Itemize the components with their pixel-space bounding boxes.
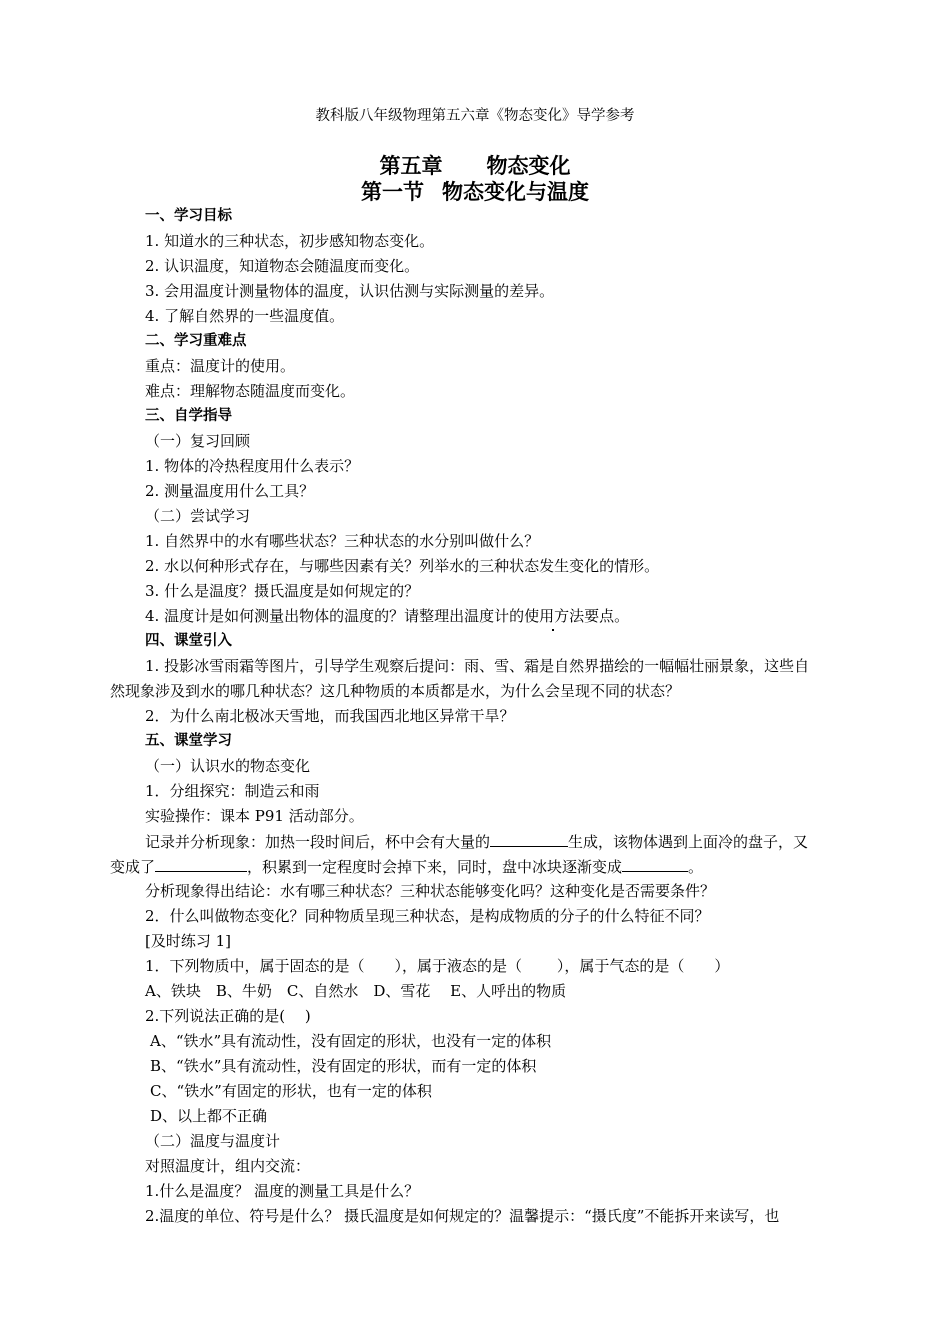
exercise-option: A、“铁水”具有流动性，没有固定的形状，也没有一定的体积 bbox=[150, 1032, 552, 1050]
stray-dot bbox=[552, 629, 554, 631]
chapter-number: 第五章 bbox=[379, 154, 443, 178]
experiment-operation: 实验操作：课本 P91 活动部分。 bbox=[145, 807, 364, 825]
intro-paragraph-line: 1. 投影冰雪雨霜等图片，引导学生观察后提问：雨、雪、霜是自然界描绘的一幅幅壮丽景象，这些自 bbox=[145, 657, 810, 675]
subheading-water-states: （一）认识水的物态变化 bbox=[145, 757, 311, 775]
inquiry-title: 1．分组探究：制造云和雨 bbox=[145, 782, 320, 800]
question: 2．什么叫做物态变化？同种物质呈现三种状态，是构成物质的分子的什么特征不同？ bbox=[145, 907, 710, 925]
goal-item: 1. 知道水的三种状态，初步感知物态变化。 bbox=[145, 232, 435, 250]
document-title: 教科版八年级物理第五六章《物态变化》导学参考 bbox=[315, 108, 635, 124]
exercise-question: 2.下列说法正确的是( ) bbox=[145, 1007, 311, 1025]
review-question: 2. 测量温度用什么工具？ bbox=[145, 482, 315, 500]
discussion-intro: 对照温度计，组内交流： bbox=[145, 1157, 311, 1175]
try-question: 1. 自然界中的水有哪些状态？三种状态的水分别叫做什么？ bbox=[145, 532, 540, 550]
record-text: 生成，该物体遇到上面冷的盘子，又 bbox=[568, 833, 809, 851]
record-text: 记录并分析现象：加热一段时间后，杯中会有大量的 bbox=[145, 833, 491, 851]
key-point: 重点：温度计的使用。 bbox=[145, 357, 296, 375]
chapter-title bbox=[0, 153, 950, 179]
goal-item: 2. 认识温度，知道物态会随温度而变化。 bbox=[145, 257, 420, 275]
try-question: 3. 什么是温度？摄氏温度是如何规定的？ bbox=[145, 582, 420, 600]
try-question: 2. 水以何种形式存在，与哪些因素有关？列举水的三种状态发生变化的情形。 bbox=[145, 557, 660, 575]
heading-key-points: 二、学习重难点 bbox=[145, 333, 247, 349]
section-title bbox=[0, 179, 950, 205]
goal-item: 4. 了解自然界的一些温度值。 bbox=[145, 307, 345, 325]
subheading-thermometer: （二）温度与温度计 bbox=[145, 1132, 281, 1150]
practice-label: [及时练习 1] bbox=[145, 932, 232, 950]
fill-blank[interactable] bbox=[490, 831, 568, 847]
heading-class-study: 五、课堂学习 bbox=[145, 733, 232, 749]
difficult-point: 难点：理解物态随温度而变化。 bbox=[145, 382, 356, 400]
record-text: 变成了 bbox=[110, 858, 156, 876]
exercise-option: C、“铁水”有固定的形状，也有一定的体积 bbox=[150, 1082, 432, 1100]
discussion-question: 2.温度的单位、符号是什么？ 摄氏温度是如何规定的？温馨提示：“摄氏度”不能拆开来读写，也 bbox=[145, 1207, 780, 1225]
exercise-option: D、以上都不正确 bbox=[150, 1107, 268, 1125]
record-text: ，积累到一定程度时会掉下来，同时，盘中冰块逐渐变成 bbox=[247, 858, 623, 876]
exercise-option: B、“铁水”具有流动性，没有固定的形状，而有一定的体积 bbox=[150, 1057, 537, 1075]
section-name: 物态变化与温度 bbox=[442, 180, 589, 204]
discussion-question: 1.什么是温度？ 温度的测量工具是什么？ bbox=[145, 1182, 420, 1200]
record-text: 。 bbox=[688, 858, 704, 876]
record-line-2 bbox=[110, 856, 703, 877]
heading-intro: 四、课堂引入 bbox=[145, 633, 232, 649]
fill-blank[interactable] bbox=[622, 856, 688, 872]
subheading-review: （一）复习回顾 bbox=[145, 432, 251, 450]
conclusion: 分析现象得出结论：水有哪三种状态？三种状态能够变化吗？这种变化是否需要条件？ bbox=[145, 882, 716, 900]
record-line-1 bbox=[145, 831, 808, 852]
chapter-name: 物态变化 bbox=[486, 154, 571, 178]
exercise-question: 1．下列物质中，属于固态的是（ ），属于液态的是（ ），属于气态的是（ ） bbox=[145, 957, 730, 975]
section-number: 第一节 bbox=[361, 180, 424, 204]
heading-learning-goals: 一、学习目标 bbox=[145, 208, 232, 224]
goal-item: 3. 会用温度计测量物体的温度，认识估测与实际测量的差异。 bbox=[145, 282, 555, 300]
subheading-try: （二）尝试学习 bbox=[145, 507, 251, 525]
exercise-options: A、铁块 B、牛奶 C、自然水 D、雪花 E、人呼出的物质 bbox=[145, 982, 567, 1000]
heading-self-study: 三、自学指导 bbox=[145, 408, 232, 424]
fill-blank[interactable] bbox=[155, 856, 247, 872]
try-question: 4. 温度计是如何测量出物体的温度的？请整理出温度计的使用方法要点。 bbox=[145, 607, 630, 625]
intro-paragraph-line: 然现象涉及到水的哪几种状态？这几种物质的本质都是水，为什么会呈现不同的状态？ bbox=[110, 682, 681, 700]
intro-question: 2．为什么南北极冰天雪地，而我国西北地区异常干旱？ bbox=[145, 707, 515, 725]
review-question: 1. 物体的冷热程度用什么表示？ bbox=[145, 457, 360, 475]
